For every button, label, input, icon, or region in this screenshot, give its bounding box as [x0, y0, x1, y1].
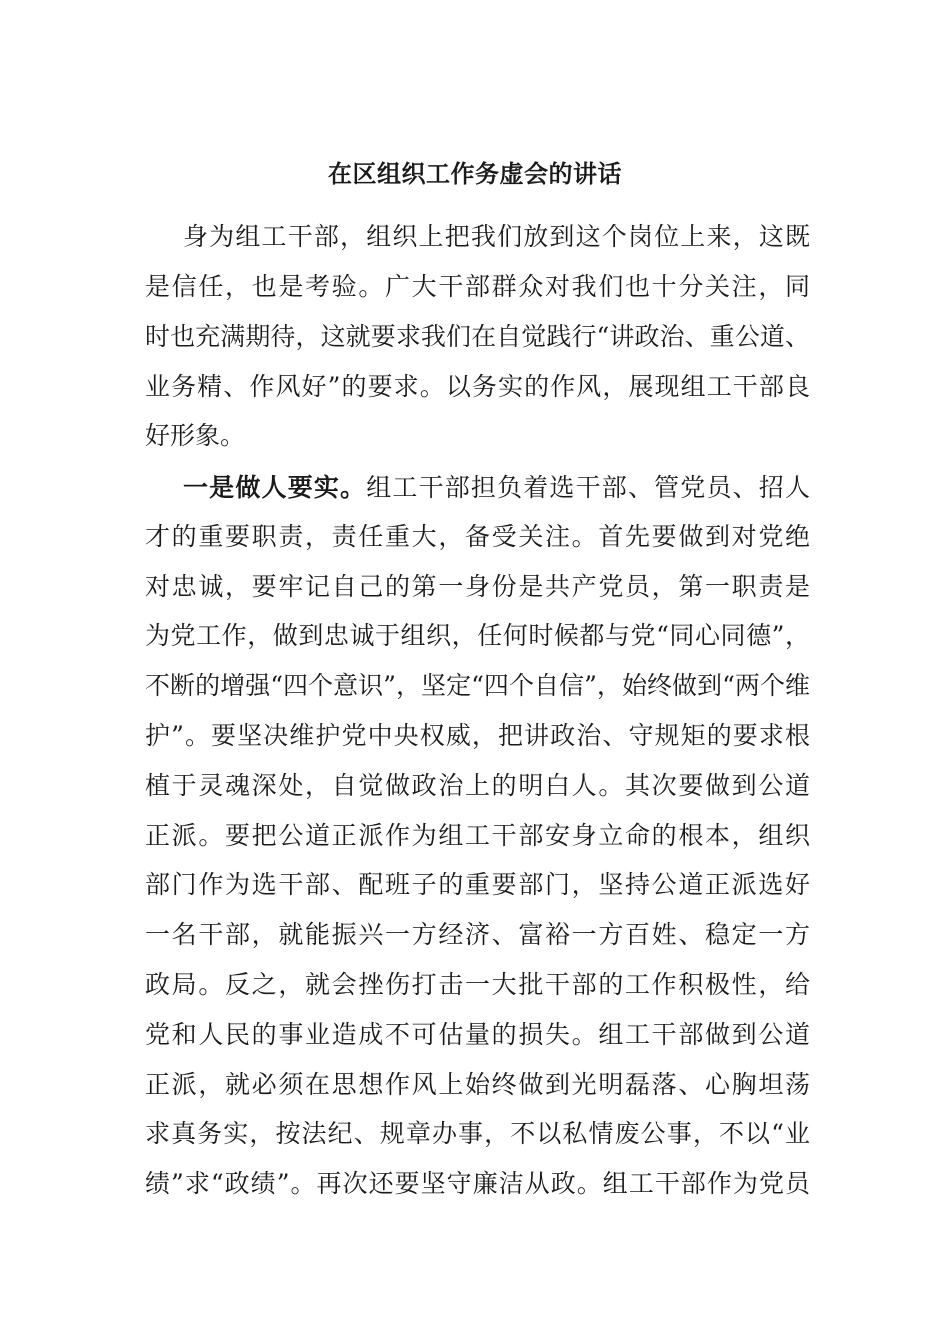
paragraph-line: 对忠诚，要牢记自己的第一身份是共产党员，第一职责是	[145, 572, 810, 601]
paragraph-line: 一名干部，就能振兴一方经济、富裕一方百姓、稳定一方	[145, 920, 810, 949]
paragraph-line: 时也充满期待，这就要求我们在自觉践行“讲政治、重公道、	[145, 322, 810, 351]
paragraph-line: 不断的增强“四个意识”，坚定“四个自信”，始终做到“两个维	[145, 671, 810, 700]
paragraph-line: 护”。要坚决维护党中央权威，把讲政治、守规矩的要求根	[145, 721, 810, 750]
paragraph-line: 身为组工干部，组织上把我们放到这个岗位上来，这既	[183, 222, 810, 251]
paragraph-line: 求真务实，按法纪、规章办事，不以私情废公事，不以“业	[145, 1119, 810, 1148]
paragraph-line: 部门作为选干部、配班子的重要部门，坚持公道正派选好	[145, 870, 810, 899]
paragraph-line: 政局。反之，就会挫伤打击一大批干部的工作积极性，给	[145, 970, 810, 999]
paragraph-line: 好形象。	[145, 421, 246, 450]
paragraph-line: 植于灵魂深处，自觉做政治上的明白人。其次要做到公道	[145, 771, 810, 800]
paragraph-line: 是信任，也是考验。广大干部群众对我们也十分关注，同	[145, 272, 810, 301]
paragraph-first-line	[183, 463, 810, 513]
paragraph-line: 正派，就必须在思想作风上始终做到光明磊落、心胸坦荡	[145, 1070, 810, 1099]
document-title: 在区组织工作务虚会的讲话	[328, 159, 622, 188]
paragraph-line: 为党工作，做到忠诚于组织，任何时候都与党“同心同德”，	[145, 621, 810, 650]
paragraph-line: 业务精、作风好”的要求。以务实的作风，展现组工干部良	[145, 372, 810, 401]
paragraph-line: 绩”求“政绩”。再次还要坚守廉洁从政。组工干部作为党员	[145, 1169, 810, 1198]
paragraph-line: 才的重要职责，责任重大，备受关注。首先要做到对党绝	[145, 522, 810, 551]
paragraph-lead-rest: 组工干部担负着选干部、管党员、招人	[366, 473, 810, 502]
paragraph-lead: 一是做人要实。	[183, 473, 367, 502]
paragraph-line: 正派。要把公道正派作为组工干部安身立命的根本，组织	[145, 821, 810, 850]
paragraph-line: 党和人民的事业造成不可估量的损失。组工干部做到公道	[145, 1020, 810, 1049]
